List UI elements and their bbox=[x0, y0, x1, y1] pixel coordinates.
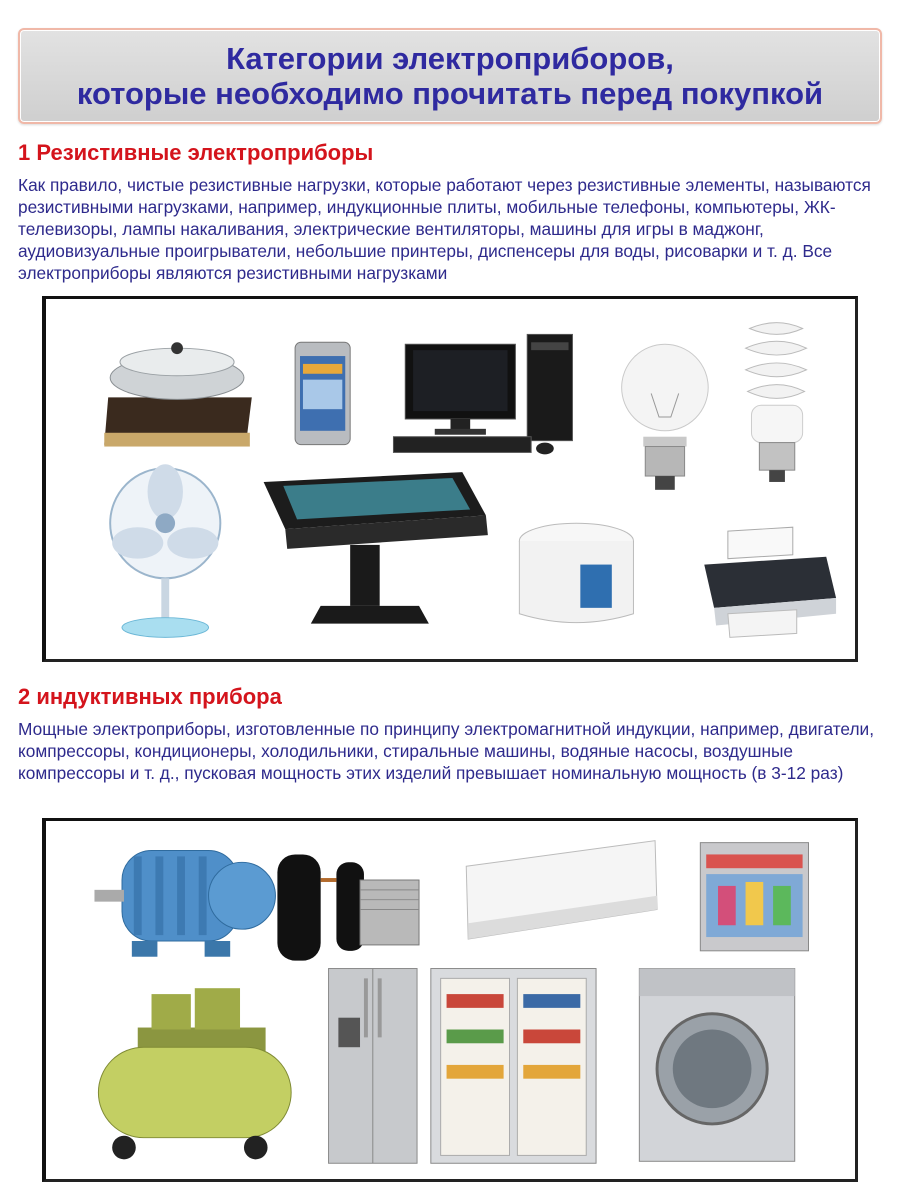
section-heading-inductive: 2 индуктивных прибора bbox=[18, 684, 282, 709]
desktop-computer-image bbox=[393, 334, 572, 454]
title-banner bbox=[18, 28, 882, 124]
page-title-line-2: которые необходимо прочитать перед покупкой bbox=[76, 76, 824, 111]
side-by-side-fridge-image bbox=[431, 969, 596, 1164]
air-conditioner-image bbox=[466, 841, 657, 939]
incandescent-bulb-image bbox=[622, 344, 709, 490]
rice-cooker-image bbox=[519, 523, 633, 622]
section-text-inductive: Мощные электроприборы, изготовленные по принципу электромагнитной индукции, например, двигатели, компрессоры, кондиционеры, холодильники, стиральные машины, водяные насосы, воздушные компрессоры и т. д., пусковая мощность этих изделий превышает номинальную мощность (в 3-12 раз) bbox=[18, 719, 875, 783]
air-compressor-image bbox=[98, 988, 291, 1159]
smartphone-image bbox=[295, 342, 350, 444]
induction-cooker-image bbox=[104, 342, 252, 446]
washing-machine-image bbox=[639, 969, 794, 1162]
compressor-image bbox=[277, 854, 419, 960]
energy-saving-bulb-image bbox=[746, 323, 807, 482]
inductive-appliances-image bbox=[42, 818, 858, 1182]
electric-fan-image bbox=[110, 464, 220, 637]
ice-cream-machine-image bbox=[700, 843, 808, 951]
section-heading-resistive: 1 Резистивные электроприборы bbox=[18, 140, 374, 165]
section-text-resistive: Как правило, чистые резистивные нагрузки, которые работают через резистивные элементы, называются резистивными нагрузками, например, индукционные плиты, мобильные телефоны, компьютеры, ЖК-телевизоры, лампы накаливания, электрические вентиляторы, машины для игры в маджонг, аудиовизуальные проигрыватели, небольшие принтеры, диспенсеры для воды, рисоварки и т. д. Все электроприборы являются резистивными нагрузками bbox=[18, 175, 871, 283]
mahjong-table-image bbox=[264, 472, 488, 623]
electric-motor-image bbox=[94, 851, 275, 957]
refrigerator-image bbox=[329, 969, 418, 1164]
resistive-appliances-image bbox=[42, 296, 858, 662]
page-title-line-1: Категории электроприборов, bbox=[226, 41, 674, 76]
printer-image bbox=[704, 527, 836, 637]
